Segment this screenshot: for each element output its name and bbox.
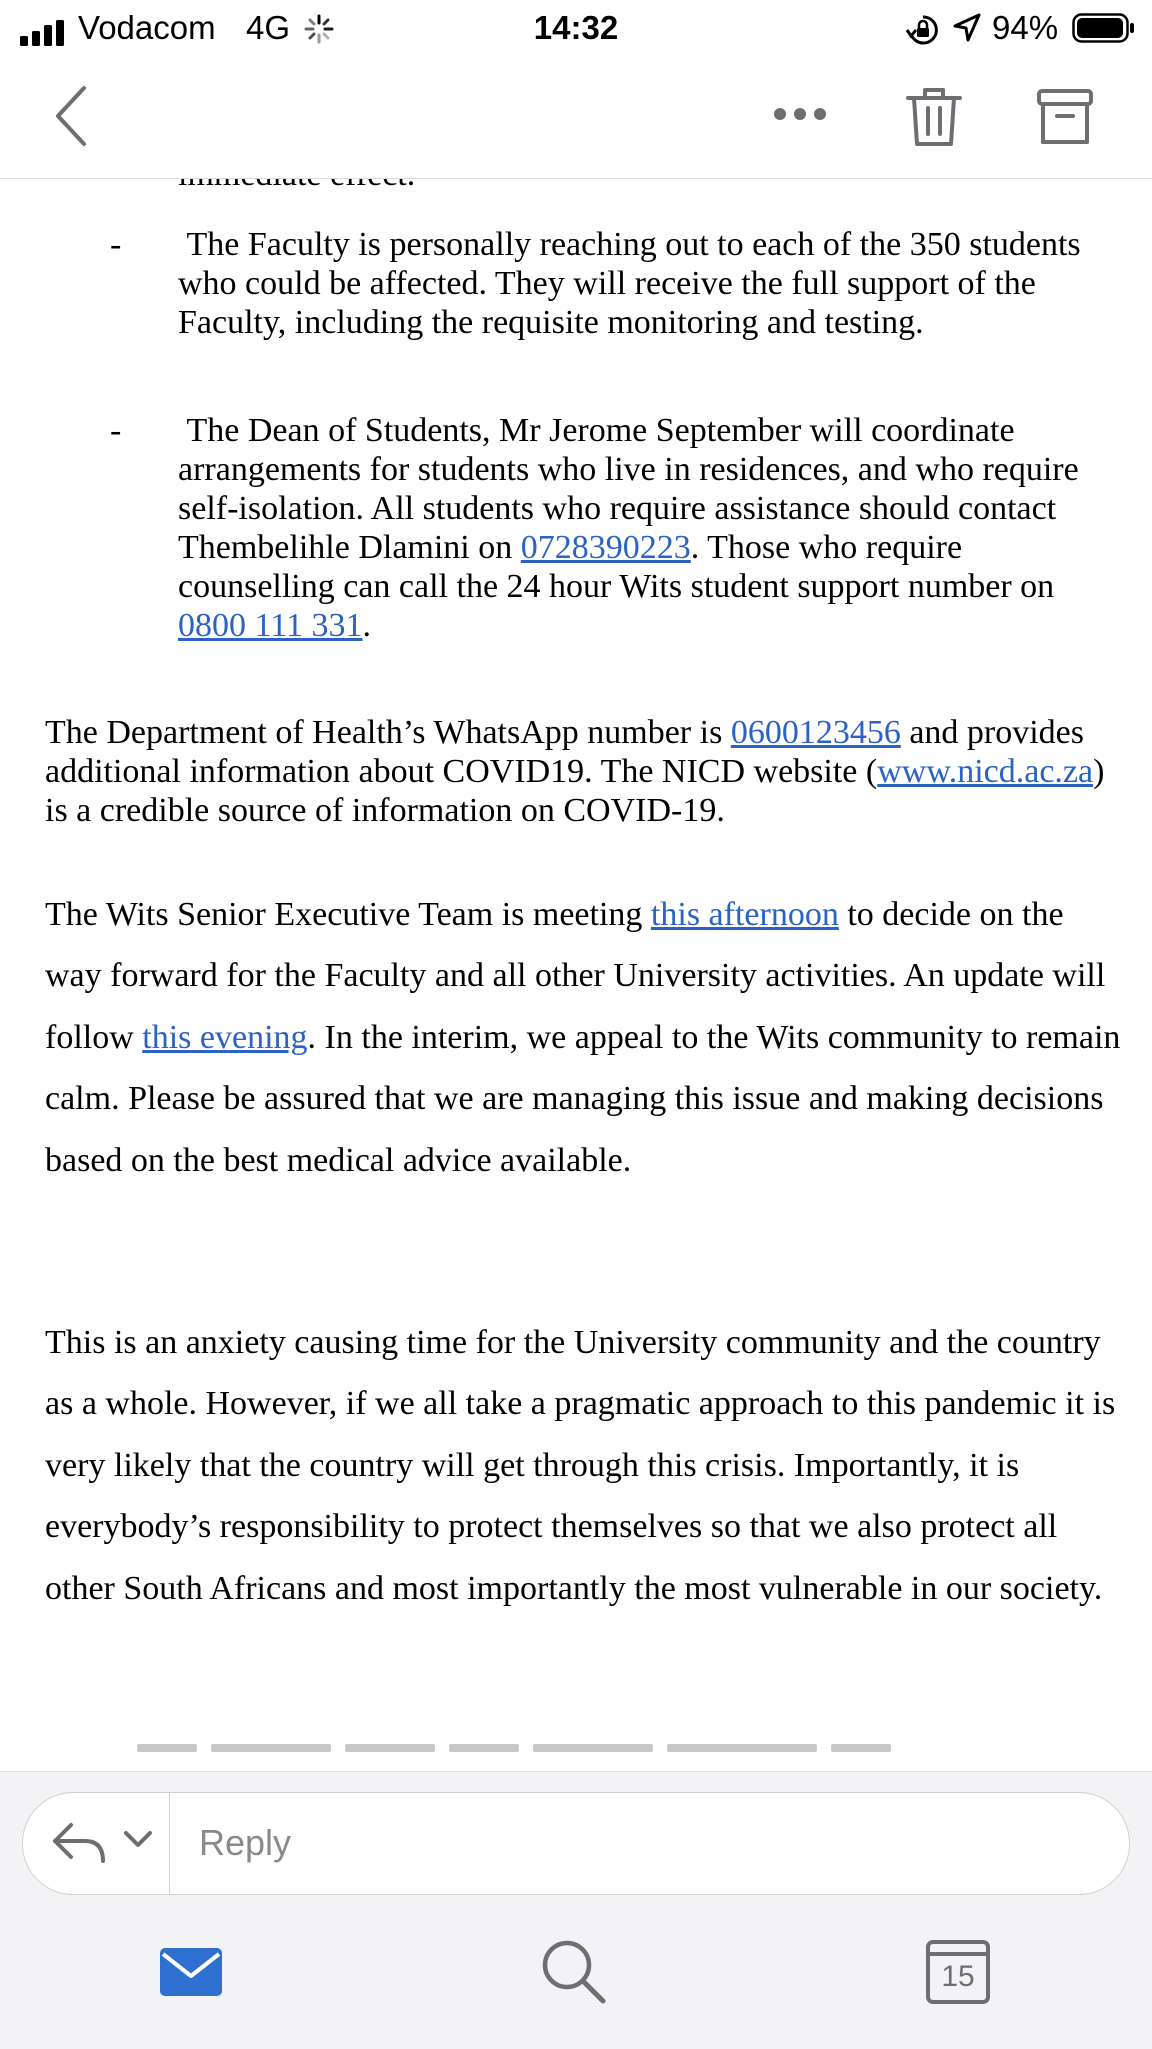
bullet-dash: - [110, 226, 122, 263]
this-evening-link[interactable]: this evening [142, 1018, 308, 1056]
this-afternoon-link[interactable]: this afternoon [650, 896, 839, 933]
bullet-text [178, 225, 1098, 342]
location-arrow-icon [952, 12, 982, 52]
health-text-end: ) is a credible source of information on COVID-19. [45, 753, 1105, 829]
team-text-part2: to decide on the way forward for the Faculty and all other University activities. An update will follow [45, 896, 1106, 1056]
trash-icon[interactable] [906, 86, 962, 153]
mail-toolbar [0, 58, 1152, 179]
more-icon[interactable] [772, 106, 828, 127]
nicd-website-link[interactable]: www.nicd.ac.za [877, 753, 1094, 790]
email-body [0, 179, 1152, 1771]
battery-icon [1072, 13, 1136, 51]
team-text-part3: . In the interim, we appeal to the Wits community to remain calm. Please be assured that we are managing this issue and making decisions based on the best medical advice available. [45, 1018, 1121, 1179]
team-text-part1: The Wits Senior Executive Team is meeting [45, 896, 651, 933]
reply-divider [169, 1793, 170, 1894]
reply-input[interactable] [199, 1819, 1099, 1867]
reply-arrow-icon[interactable] [51, 1819, 109, 1872]
bullet-text-before-phone: The Dean of Students, Mr Jerome September will coordinate arrangements for students who live in residences, and who require self-isolation. All students who require assistance should contact Thembelihle Dlamini on [178, 412, 1079, 566]
health-text-before-phone: The Department of Health’s WhatsApp number is [45, 714, 731, 751]
bullet-text-middle: . Those who require counselling can call the 24 hour Wits student support number on [178, 529, 1055, 605]
carrier-name: Vodacom [78, 9, 216, 46]
health-text-middle: and provides additional information about COVID19. The NICD website ( [45, 714, 1084, 790]
network-type: 4G [246, 9, 291, 46]
phone-link[interactable]: 0728390223 [520, 529, 691, 566]
status-time: 14:32 [533, 9, 619, 46]
anxiety-paragraph: This is an anxiety causing time for the University community and the country as a whole. However, if we all take a pragmatic approach to this pandemic it is very likely that the country will get through this crisis. Importantly, it is everybody’s responsibility to protect themselves so that we also protect all other South Africans and most importantly the most vulnerable in our society. [45, 1324, 1116, 1607]
calendar-day: 15 [941, 1960, 975, 1993]
support-number-link[interactable]: 0800 111 331 [178, 607, 363, 644]
bullet-text-content: The Faculty is personally reaching out to each of the 350 students who could be affected. They will receive the full support of the Faculty, including the requisite monitoring and testing. [178, 226, 1081, 341]
bullet-text [178, 411, 1098, 645]
chevron-down-icon[interactable] [123, 1829, 153, 1854]
status-bar [0, 0, 1152, 58]
mail-icon[interactable] [160, 1948, 222, 2001]
archive-icon[interactable] [1036, 88, 1094, 151]
health-paragraph [45, 713, 1125, 830]
team-paragraph [45, 884, 1125, 1191]
whatsapp-phone-link[interactable]: 0600123456 [730, 714, 901, 751]
reply-bar [22, 1792, 1130, 1895]
chevron-left-icon[interactable] [52, 84, 92, 153]
bullet-text-end: . [362, 607, 371, 644]
battery-percent: 94% [992, 9, 1059, 46]
search-icon[interactable] [540, 1938, 606, 2009]
rotation-lock-icon [906, 14, 940, 54]
bottom-bar [0, 1771, 1152, 2049]
partially-hidden-text-line [45, 1732, 1105, 1756]
bullet-dash: - [110, 412, 122, 449]
